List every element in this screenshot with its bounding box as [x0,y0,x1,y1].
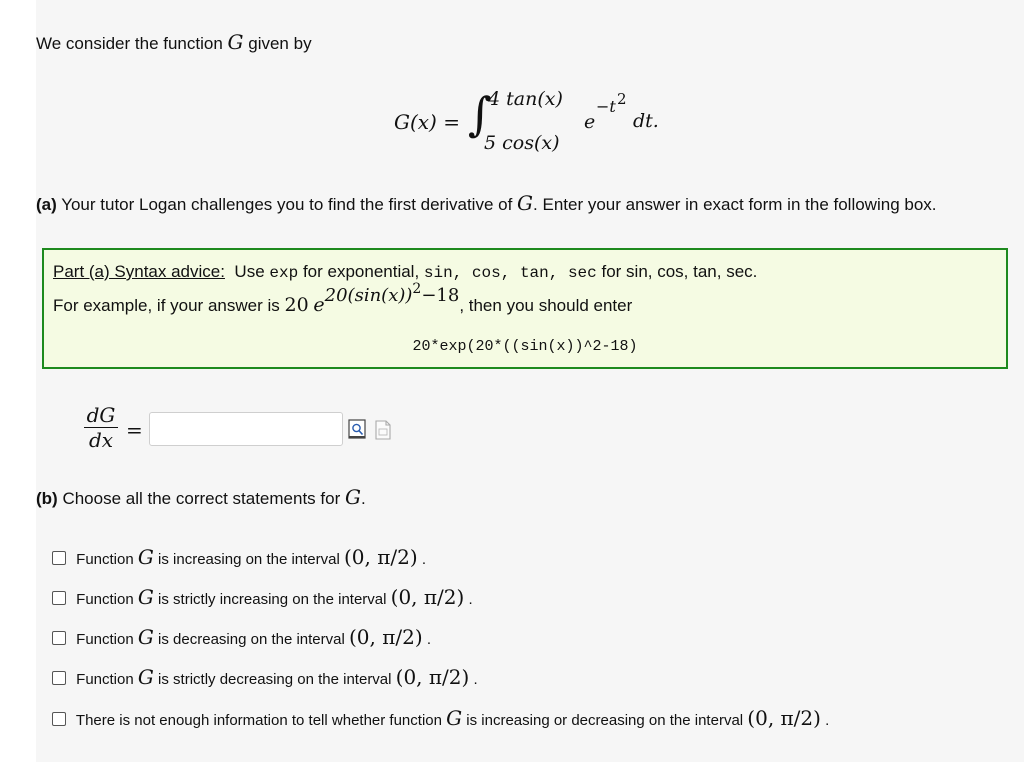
option-item[interactable] [52,665,478,689]
option-text: is strictly decreasing on the interval [158,671,392,688]
part-a-prompt [36,190,1020,218]
integral-sign: ∫ [468,87,492,141]
part-a-text-after: . Enter your answer in exact form in the following box. [533,195,937,214]
checkbox[interactable] [52,591,66,605]
option-item[interactable] [52,706,829,730]
option-text: is strictly increasing on the interval [158,591,387,608]
integrand-base: e [584,111,596,133]
checkbox[interactable] [52,671,66,685]
part-b-var: G [344,485,361,509]
example-exponent: 20(sin(x)) [324,285,413,306]
option-interval: (0, π/2) [349,625,423,649]
option-var: G [446,706,463,730]
checkbox[interactable] [52,712,66,726]
option-interval: (0, π/2) [343,545,418,569]
example-exponent-power: 2 [412,281,422,297]
part-a-text: Your tutor Logan challenges you to find the first derivative of [61,195,513,214]
part-b-text-after: . [360,489,366,508]
option-end: . [426,631,431,648]
option-text: is decreasing on the interval [158,631,345,648]
derivative-denominator: dx [88,428,114,452]
syntax-example-line [53,281,633,316]
checkbox[interactable] [52,551,66,565]
integrand-exponent-power: 2 [617,90,627,108]
derivative-equals: = [126,418,143,442]
option-end: . [473,671,478,688]
option-var: G [137,585,154,609]
part-a-label: (a) [36,195,57,214]
part-b-text: Choose all the correct statements for [62,489,341,508]
syntax-exp-text: for exponential, [302,262,420,281]
option-var: G [137,625,154,649]
option-item[interactable] [52,585,473,609]
example-coef: 20 [284,294,309,316]
preview-icon[interactable] [348,419,366,439]
option-end: . [468,591,473,608]
help-icon[interactable] [375,420,391,440]
intro-var: G [227,30,244,54]
derivative-fraction [84,404,118,451]
example-exponent-tail: −18 [421,285,460,306]
integrand-exponent: −t [596,97,616,116]
syntax-use-text: Use [234,262,265,281]
example-base: e [313,294,325,316]
syntax-trig-code: sin, cos, tan, sec [423,264,597,282]
option-interval: (0, π/2) [390,585,465,609]
integral-differential: dt. [633,110,659,132]
option-text: Function [76,591,134,608]
checkbox[interactable] [52,631,66,645]
option-interval: (0, π/2) [395,665,470,689]
option-text: Function [76,671,134,688]
syntax-exp-code: exp [269,264,299,282]
syntax-advice-line [53,262,757,282]
option-text: Function [76,551,134,568]
example-before: For example, if your answer is [53,296,280,315]
option-text: Function [76,631,134,648]
syntax-trig-text: for sin, cos, tan, sec. [601,262,758,281]
option-text: is increasing or decreasing on the interval [466,712,744,729]
part-b-label: (b) [36,489,58,508]
option-text: There is not enough information to tell whether function [75,712,442,729]
option-end: . [825,712,830,729]
intro-after: given by [248,34,312,53]
syntax-advice-title: Part (a) Syntax advice: [53,262,225,281]
intro-before: We consider the function [36,34,223,53]
integral-lhs: G(x) = [394,110,460,134]
option-end: . [421,551,426,568]
option-item[interactable] [52,545,426,569]
example-code: 20*exp(20*((sin(x))^2-18) [412,338,638,355]
part-a-var: G [517,191,534,215]
option-interval: (0, π/2) [747,706,821,730]
syntax-advice-box [42,248,1008,369]
integral-lower-bound: 5 cos(x) [484,132,560,154]
integral-definition [0,0,1024,170]
option-var: G [137,545,154,569]
derivative-numerator: dG [86,403,116,427]
option-var: G [137,665,154,689]
option-item[interactable] [52,625,431,649]
example-after: , then you should enter [459,296,633,315]
derivative-answer-input[interactable] [149,412,343,446]
option-text: is increasing on the interval [158,551,340,568]
integral-upper-bound: 4 tan(x) [488,88,563,110]
part-b-prompt [36,485,366,509]
